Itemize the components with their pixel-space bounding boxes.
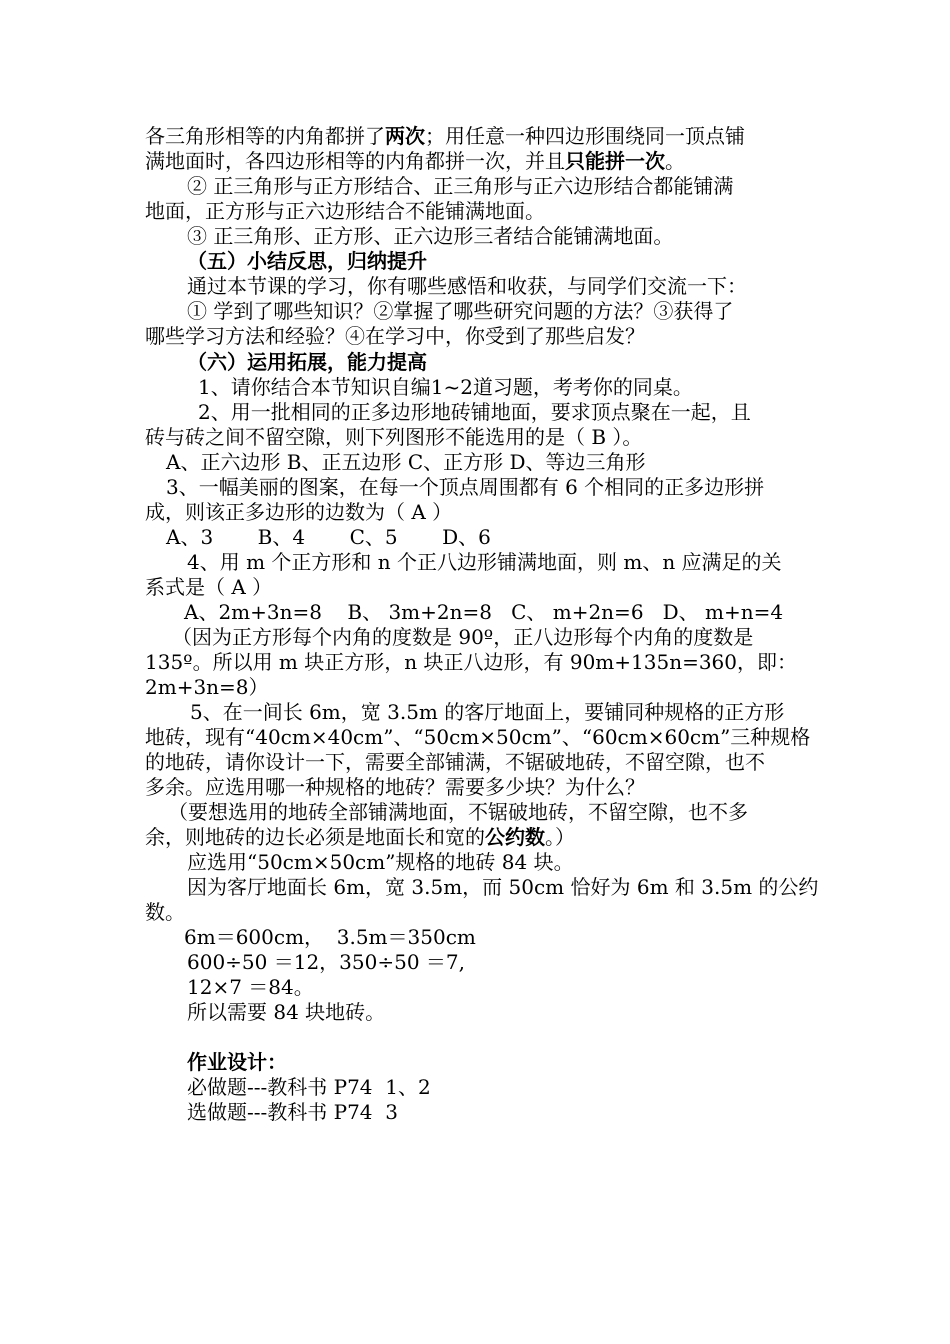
bold-text: 只能拼一次 bbox=[565, 149, 665, 173]
text-run: ；用任意一种四边形围绕同一顶点铺 bbox=[425, 124, 745, 148]
bold-text: 公约数 bbox=[485, 825, 545, 849]
section-heading: （六）运用拓展，能力提高 bbox=[187, 350, 427, 374]
text-line: 成，则该正多边形的边数为（ A ） bbox=[145, 500, 453, 524]
text-run: 各三角形相等的内角都拼了 bbox=[145, 124, 385, 148]
text-line: 的地砖，请你设计一下，需要全部铺满，不锯破地砖，不留空隙，也不 bbox=[145, 750, 765, 774]
text-line: A、2m+3n=8 B、 3m+2n=8 C、 m+2n=6 D、 m+n=4 bbox=[184, 600, 784, 624]
section-heading: （五）小结反思，归纳提升 bbox=[187, 249, 427, 273]
text-line: （要想选用的地砖全部铺满地面，不锯破地砖，不留空隙，也不多 bbox=[168, 800, 748, 824]
section-heading: 作业设计： bbox=[187, 1050, 287, 1074]
text-line: 多余。应选用哪一种规格的地砖？需要多少块？为什么？ bbox=[145, 775, 645, 799]
text-run: 。 bbox=[665, 149, 685, 173]
text-line: 4、用 m 个正方形和 n 个正八边形铺满地面，则 m、n 应满足的关 bbox=[187, 550, 782, 574]
text-line: 所以需要 84 块地砖。 bbox=[187, 1000, 386, 1024]
text-line bbox=[0, 149, 950, 173]
text-line: 3、一幅美丽的图案，在每一个顶点周围都有 6 个相同的正多边形拼 bbox=[166, 475, 765, 499]
text-run: 余，则地砖的边长必须是地面长和宽的 bbox=[145, 825, 485, 849]
text-line: 2、用一批相同的正多边形地砖铺地面，要求顶点聚在一起，且 bbox=[198, 400, 751, 424]
text-line: 通过本节课的学习，你有哪些感悟和收获，与同学们交流一下： bbox=[187, 274, 747, 298]
text-line: （因为正方形每个内角的度数是 90º，正八边形每个内角的度数是 bbox=[172, 625, 754, 649]
text-line: ① 学到了哪些知识？②掌握了哪些研究问题的方法？③获得了 bbox=[187, 299, 734, 323]
text-line: 600÷50 ＝12，350÷50 ＝7, bbox=[187, 950, 466, 974]
text-line: 地砖，现有“40cm×40cm”、“50cm×50cm”、“60cm×60cm”三种规格 bbox=[145, 725, 811, 749]
text-line: 哪些学习方法和经验？④在学习中，你受到了那些启发？ bbox=[145, 324, 645, 348]
text-line: 必做题---教科书 P74 1、2 bbox=[187, 1075, 431, 1099]
text-line: 135º。所以用 m 块正方形，n 块正八边形，有 90m+135n=360，即： bbox=[145, 650, 798, 674]
text-line: 因为客厅地面长 6m，宽 3.5m，而 50cm 恰好为 6m 和 3.5m 的公约 bbox=[187, 875, 819, 899]
text-line: 数。 bbox=[145, 900, 185, 924]
text-line: ③ 正三角形、正方形、正六边形三者结合能铺满地面。 bbox=[187, 224, 674, 248]
text-line: 12×7 ＝84。 bbox=[187, 975, 314, 999]
text-line: 5、在一间长 6m，宽 3.5m 的客厅地面上，要铺同种规格的正方形 bbox=[190, 700, 785, 724]
text-line: 1、请你结合本节知识自编1~2道习题，考考你的同桌。 bbox=[198, 375, 693, 399]
text-line: 地面，正方形与正六边形结合不能铺满地面。 bbox=[145, 199, 545, 223]
text-line: 应选用“50cm×50cm”规格的地砖 84 块。 bbox=[187, 850, 574, 874]
text-run: 。） bbox=[545, 825, 575, 849]
text-line: 2m+3n=8） bbox=[145, 675, 269, 699]
text-line: 砖与砖之间不留空隙，则下列图形不能选用的是（ B ）。 bbox=[145, 425, 643, 449]
text-line: 选做题---教科书 P74 3 bbox=[187, 1100, 398, 1124]
text-line: 系式是（ A ） bbox=[145, 575, 273, 599]
text-line: A、正六边形 B、正五边形 C、正方形 D、等边三角形 bbox=[166, 450, 646, 474]
text-run: 满地面时，各四边形相等的内角都拼一次，并且 bbox=[145, 149, 565, 173]
text-line: ② 正三角形与正方形结合、正三角形与正六边形结合都能铺满 bbox=[187, 174, 734, 198]
text-line: A、3 B、4 C、5 D、6 bbox=[166, 525, 491, 549]
text-line: 6m＝600cm， 3.5m＝350cm bbox=[184, 925, 476, 949]
text-line bbox=[0, 825, 950, 849]
text-line bbox=[0, 124, 950, 148]
bold-text: 两次 bbox=[385, 124, 425, 148]
